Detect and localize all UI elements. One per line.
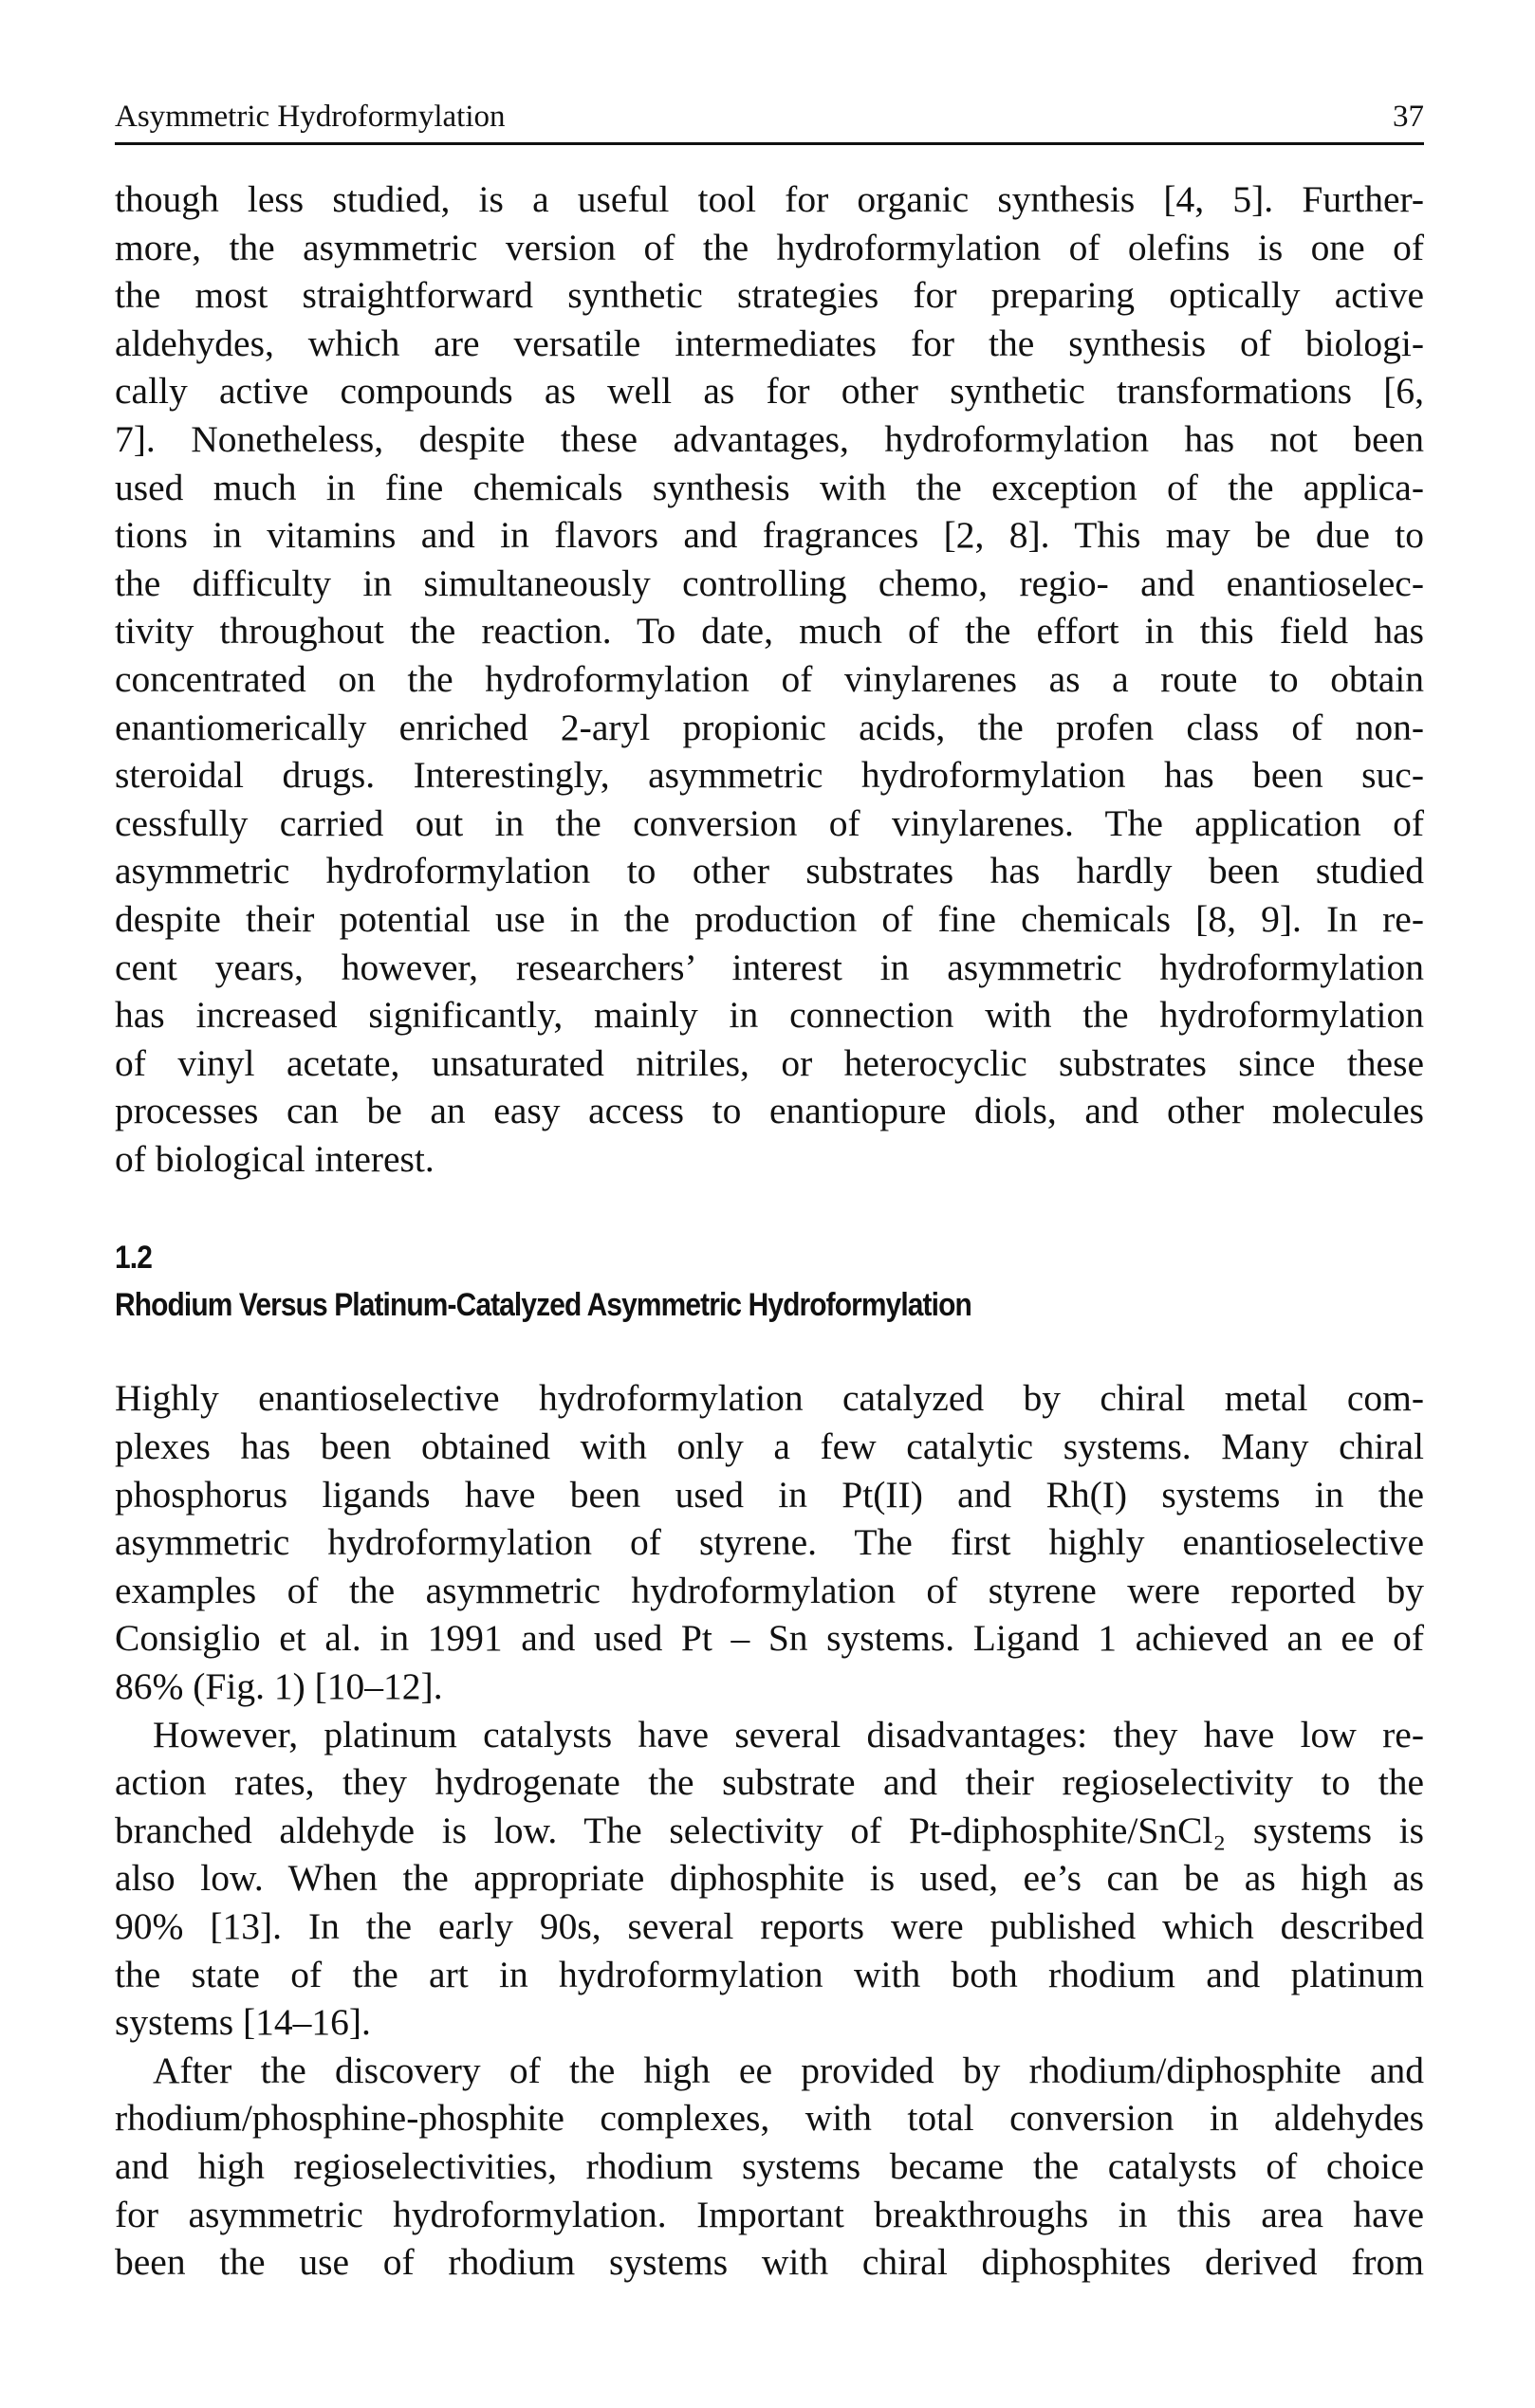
text-line: tions in vitamins and in flavors and fragrances [2, 8]. This may be due to: [115, 514, 1424, 557]
paragraph: [115, 1711, 1424, 2047]
text-line: cally active compounds as well as for other synthetic transformations [6,: [115, 370, 1424, 413]
running-header: [115, 95, 1424, 145]
paragraph: [115, 1374, 1424, 1710]
text-line: Consiglio et al. in 1991 and used Pt – Sn systems. Ligand 1 achieved an ee of: [115, 1617, 1424, 1660]
text-line: aldehydes, which are versatile intermediates for the synthesis of biologi-: [115, 322, 1424, 364]
text-line: cent years, however, researchers’ interest in asymmetric hydroformylation: [115, 946, 1424, 988]
text-line: though less studied, is a useful tool for organic synthesis [4, 5]. Further-: [115, 178, 1424, 220]
text-line: tivity throughout the reaction. To date, much of the effort in this field has: [115, 610, 1424, 653]
page-number: 37: [1393, 100, 1424, 134]
text-line: been the use of rhodium systems with chiral diphosphites derived from: [115, 2241, 1424, 2284]
text-line: rhodium/phosphine-phosphite complexes, with total conversion in aldehydes: [115, 2097, 1424, 2140]
text-line: phosphorus ligands have been used in Pt(II) and Rh(I) systems in the: [115, 1473, 1424, 1516]
text-line: for asymmetric hydroformylation. Important breakthroughs in this area have: [115, 2193, 1424, 2235]
text-line: examples of the asymmetric hydroformylation of styrene were reported by: [115, 1569, 1424, 1611]
text-line: the most straightforward synthetic strategies for preparing optically active: [115, 274, 1424, 317]
text-line: asymmetric hydroformylation to other substrates has hardly been studied: [115, 850, 1424, 892]
text-line: more, the asymmetric version of the hydroformylation of olefins is one of: [115, 226, 1424, 268]
text-line: also low. When the appropriate diphosphite is used, ee’s can be as high as: [115, 1857, 1424, 1900]
text-line: steroidal drugs. Interestingly, asymmetric hydroformylation has been suc-: [115, 754, 1424, 797]
text-line: However, platinum catalysts have several disadvantages: they have low re-: [153, 1713, 1424, 1755]
text-line: action rates, they hydrogenate the substrate and their regioselectivity to the: [115, 1761, 1424, 1804]
text-line: systems [14–16].: [115, 2001, 371, 2044]
text-line: despite their potential use in the production of fine chemicals [8, 9]. In re-: [115, 897, 1424, 940]
text-line: Highly enantioselective hydroformylation catalyzed by chiral metal com-: [115, 1377, 1424, 1420]
paragraph: [115, 2047, 1424, 2287]
text-line: and high regioselectivities, rhodium systems became the catalysts of choice: [115, 2144, 1424, 2187]
text-line: the difficulty in simultaneously controlling chemo, regio- and enantioselec-: [115, 561, 1424, 604]
text-line: enantiomerically enriched 2-aryl propionic acids, the profen class of non-: [115, 706, 1424, 748]
section-text: [115, 1374, 1424, 2286]
intro-text: [115, 175, 1424, 1183]
running-title: Asymmetric Hydroformylation: [115, 100, 506, 134]
text-line: of vinyl acetate, unsaturated nitriles, or heterocyclic substrates since these: [115, 1041, 1424, 1084]
paragraph: [115, 175, 1424, 1183]
text-line: processes can be an easy access to enantiopure diols, and other molecules: [115, 1090, 1424, 1132]
text-line: 7]. Nonetheless, despite these advantages, hydroformylation has not been: [115, 417, 1424, 460]
text-line: cessfully carried out in the conversion of vinylarenes. The application of: [115, 801, 1424, 844]
text-line: 90% [13]. In the early 90s, several reports were published which described: [115, 1905, 1424, 1947]
text-line: asymmetric hydroformylation of styrene. The first highly enantioselective: [115, 1521, 1424, 1564]
text-line: used much in fine chemicals synthesis with the exception of the applica-: [115, 466, 1424, 508]
text-line: the state of the art in hydroformylation with both rhodium and platinum: [115, 1953, 1424, 1995]
text-line: plexes has been obtained with only a few catalytic systems. Many chiral: [115, 1425, 1424, 1468]
section-number: 1.2: [115, 1240, 152, 1277]
text-line: concentrated on the hydroformylation of vinylarenes as a route to obtain: [115, 657, 1424, 700]
text-line: of biological interest.: [115, 1137, 435, 1180]
text-line: 86% (Fig. 1) [10–12].: [115, 1665, 443, 1708]
text-line: branched aldehyde is low. The selectivity of Pt-diphosphite/SnCl₂ systems is: [115, 1809, 1424, 1851]
page-body: [115, 175, 1424, 2287]
text-line: has increased significantly, mainly in connection with the hydroformylation: [115, 994, 1424, 1037]
text-line: After the discovery of the high ee provided by rhodium/diphosphite and: [153, 2049, 1424, 2091]
section-title: Rhodium Versus Platinum-Catalyzed Asymmetric Hydroformylation: [115, 1287, 971, 1324]
